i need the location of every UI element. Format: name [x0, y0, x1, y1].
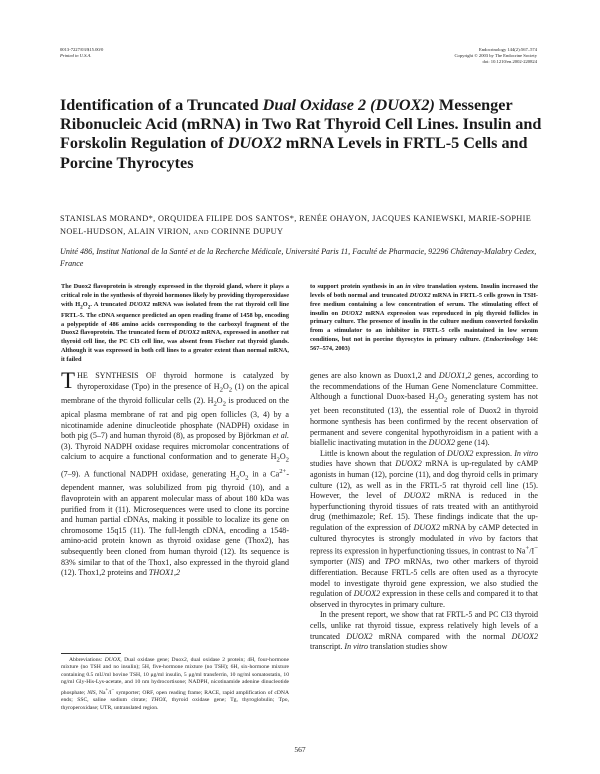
journal-volume-line: Endocrinology 144(2):567–574	[478, 47, 537, 52]
body-paragraph: genes are also known as Duox1,2 and DUOX1,2 genes, according to the recommendations of the Human Gene Nomenclature Committee. Although a functional Duox-based $H_2O_2$ generating system has not yet been reconstituted (13), the essential role of Duox2 in thyroid hormone synthesis has been confirmed by the recent observation of permanent and severe congenital hypothyroidism in a patient with a biallelic inactivating mutation in the DUOX2 gene (14).	[310, 371, 538, 448]
body-paragraph: Little is known about the regulation of DUOX2 expression. In vitro studies have shown that DUOX2 mRNA is up-regulated by cAMP agonists in human (12), porcine (11), and dog thyroid cells in primary culture (12), as well as in the FRTL-5 rat thyroid cell line (15). However, the level of DUOX2 mRNA is reduced in the hyperfunctioning thyroid tissues of rats treated with an antithyroid drug (methimazole; Ref. 15). These findings indicate that the up-regulation of the expression of DUOX2 mRNA by cAMP detected in cultured thyrocytes is strongly modulated in vivo by factors that repress its expression in hyperfunctioning tissues, in contrast to Na+/I− symporter (NIS) and TPO mRNAs, two other markers of thyroid differentiation. Because FRTL-5 cells are often used as a thyrocyte model to investigate thyroid gene expression, we also studied the regulation of DUOX2 expression in these cells and compared it to that observed in thyrocytes in primary culture.	[310, 448, 539, 609]
author-affiliation: Unité 486, Institut National de la Santé et de la Recherche Médicale, Université Paris 11, Faculté de Pharmacie, 92296 Châtenay-Malabry Cedex, France	[60, 247, 537, 268]
body-text-left-column	[61, 368, 290, 579]
printed-in-line: Printed in U.S.A.	[60, 53, 92, 58]
issn-line: 0013-7227/03/$15.00/0	[60, 47, 104, 52]
abstract-left-column: The Duox2 flavoprotein is strongly expressed in the thyroid gland, where it plays a critical role in the synthesis of thyroid hormones likely by providing thyroperoxidase with $H_2O_2$. A truncated DUOX2 mRNA was isolated from the rat thyroid cell line FRTL-5. The cDNA sequence predicted an open reading frame of 1458 bp, encoding a polypeptide of 486 amino acids corresponding to the carboxyl fragment of the Duox2 flavoprotein. The truncated form of DUOX2 mRNA, expressed in another rat thyroid cell line, the PC Cl3 cell line, was absent from Fischer rat thyroid glands. Although it was expressed in both cell lines to a greater extent than normal mRNA, it failed	[61, 283, 289, 363]
journal-citation-header	[437, 47, 537, 65]
author-list: STANISLAS MORAND*, ORQUIDEA FILIPE DOS SANTOS*, RENÉE OHAYON, JACQUES KANIEWSKI, MARIE-SOPHIE NOEL-HUDSON, ALAIN VIRION, AND CORINNE DUPUY	[60, 214, 532, 236]
body-paragraph: In the present report, we show that rat FRTL-5 and PC Cl3 thyroid cells, unlike rat thyroid tissue, express relatively high levels of a truncated DUOX2 mRNA compared with the normal DUOX2 transcript. In vitro translation studies show	[310, 610, 538, 652]
body-text-right-column	[310, 371, 538, 653]
footnote-divider	[61, 653, 121, 654]
body-paragraph: THE SYNTHESIS OF thyroid hormone is catalyzed by thyroperoxidase (Tpo) in the presence of $H_2O_2$ (1) on the apical membrane of the thyroid follicular cells (2). $H_2O_2$ is produced on the apical plasma membrane of rat and pig open follicles (3, 4) by a nicotinamide adenine dinucleotide phosphate (NADPH) oxidase in both pig (5–7) and human thyroid (8), as proposed by Björkman et al. (3). Thyroid NADPH oxidase requires micromolar concentrations of calcium to acquire a functional conformation and to generate $H_2O_2$ (7–9). A functional NADPH oxidase, generating $H_2O_2$ in a $Ca^{2+}$-dependent manner, was solubilized from pig thyroid (10), and a flavoprotein with an apparent molecular mass of about 180 kDa was purified from it (11). Microsequences were used to clone its porcine and human partial cDNAs, making it possible to localize its gene on chromosome 15q15 (11). The full-length cDNA, encoding a 1548-amino-acid protein known as thyroid oxidase gene (Thox2), has subsequently been cloned from human thyroid (12). Its sequence is 83% similar to that of the Thox1, also expressed in the thyroid gland (12). Thox1,2 proteins and THOX1,2	[61, 368, 290, 578]
page-number: 567	[294, 745, 306, 754]
abstract-right-column: to support protein synthesis in an in vitro translation system. Insulin increased the levels of both normal and truncated DUOX2 mRNA in FRTL-5 cells grown in TSH-free medium containing a low concentration of serum. The stimulating effect of insulin on DUOX2 mRNA expression was reproduced in pig thyroid follicles in primary culture. The presence of insulin in the culture medium converted forskolin from a stimulator to an inhibitor in FRTL-5 cells maintained in low serum conditions, but not in porcine thyrocytes in primary culture. (Endocrinology 144: 567–574, 2003)	[310, 283, 539, 352]
abbreviations-footnote: Abbreviations: DUOX, Dual oxidase gene; Duox2, dual oxidase 2 protein; 4H, four-hormone mixture (no TSH and no insulin); 5H, five-hormone mixture (no TSH); 6H, six-hormone mixture containing 0.5 mU/ml bovine TSH, 10 μg/ml insulin, 5 μg/ml transferrin, 10 ng/ml somatostatin, 10 ng/ml Gly-His-Lys-acetate, and 10 nm hydrocortisone; NADPH, nicotinamide adenine dinucleotide phosphate; NIS, Na+/I− symporter; ORF, open reading frame; RACE, rapid amplification of cDNA ends; SSC, saline sodium citrate; THOX, thyroid oxidase gene; Tg, thyroglobulin; Tpo, thyroperoxidase; UTR, untranslated region.	[61, 657, 289, 711]
journal-issn-header	[60, 47, 103, 59]
copyright-line: Copyright © 2003 by The Endocrine Society	[454, 53, 537, 58]
doi-line: doi: 10.1210/en.2002-220824	[482, 59, 537, 64]
article-title: Identification of a Truncated Dual Oxidase 2 (DUOX2) Messenger Ribonucleic Acid (mRNA) in Two Rat Thyroid Cell Lines. Insulin and Forskolin Regulation of DUOX2 mRNA Levels in FRTL-5 Cells and Porcine Thyrocytes	[60, 96, 542, 172]
